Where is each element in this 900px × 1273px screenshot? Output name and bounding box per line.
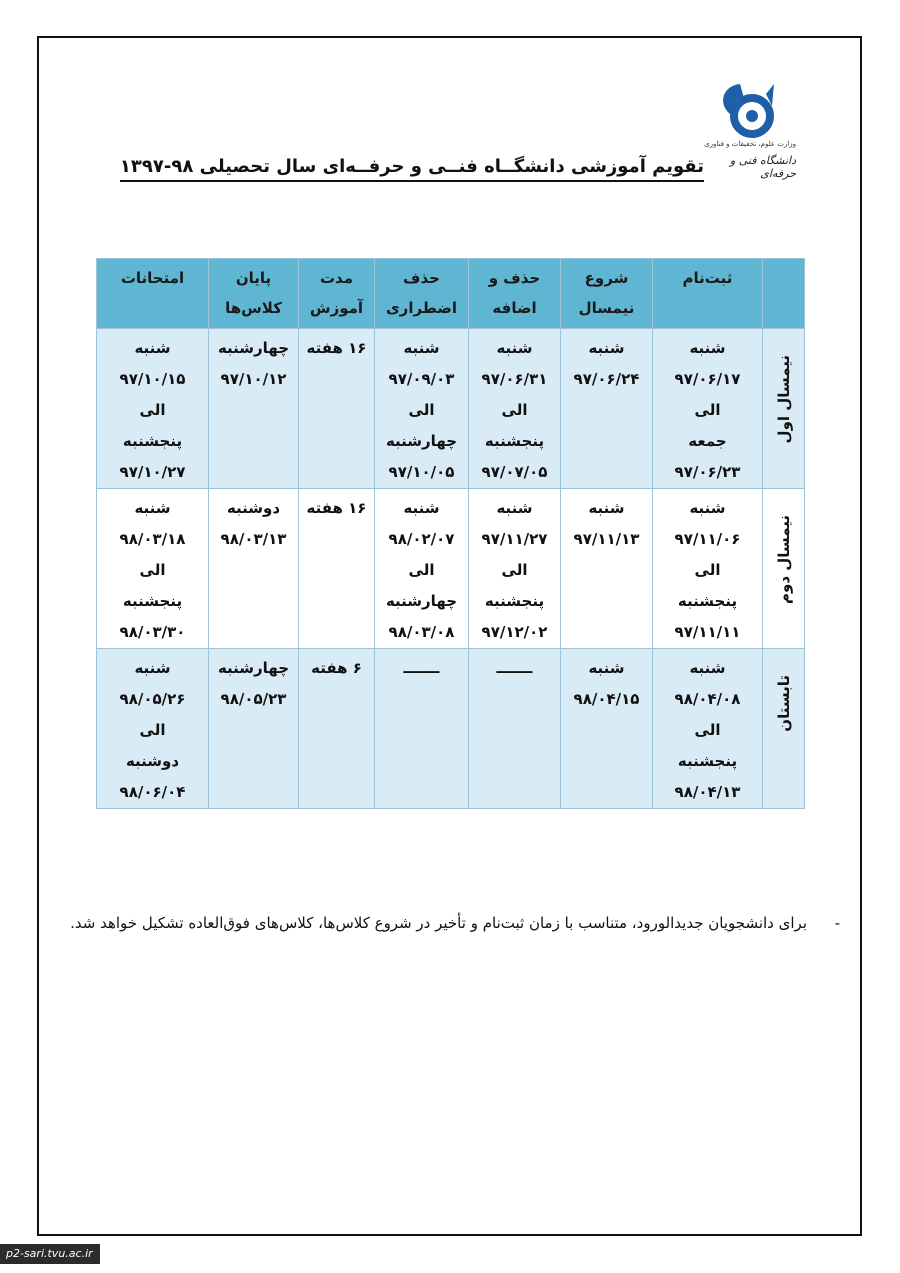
table-cell: شنبه ۹۷/۱۱/۲۷ الی پنجشنبه ۹۷/۱۲/۰۲ [469,489,561,649]
table-cell: شنبه ۹۸/۰۴/۱۵ [561,649,653,809]
table-cell: شنبه ۹۸/۰۴/۰۸ الی پنجشنبه ۹۸/۰۴/۱۳ [653,649,763,809]
table-header-row [97,259,805,329]
footnote-text: برای دانشجویان جدیدالورود، متناسب با زمان ثبت‌نام و تأخیر در شروع کلاس‌ها، کلاس‌های فوق‌العاده تشکیل خواهد شد. [70,914,807,932]
table-cell: شنبه ۹۷/۱۱/۱۳ [561,489,653,649]
table-cell: ـــــــ [375,649,469,809]
header-add-drop: حذف و اضافه [469,259,561,329]
table-row [97,649,805,809]
row-label: تابستان [763,649,805,809]
header-duration: مدت آموزش [299,259,375,329]
table-cell: شنبه ۹۸/۰۳/۱۸ الی پنجشنبه ۹۸/۰۳/۳۰ [97,489,209,649]
table-cell: شنبه ۹۸/۰۲/۰۷ الی چهارشنبه ۹۸/۰۳/۰۸ [375,489,469,649]
logo-university-text: دانشگاه فنی و حرفه‌ای [729,154,796,180]
table-cell: شنبه ۹۸/۰۵/۲۶ الی دوشنبه ۹۸/۰۶/۰۴ [97,649,209,809]
header-registration: ثبت‌نام [653,259,763,329]
row-label: نیمسال دوم [763,489,805,649]
table-cell: شنبه ۹۷/۰۶/۲۴ [561,329,653,489]
table-cell: شنبه ۹۷/۱۰/۱۵ الی پنجشنبه ۹۷/۱۰/۲۷ [97,329,209,489]
academic-calendar-table [96,258,805,809]
table-row [97,489,805,649]
table-cell: چهارشنبه ۹۸/۰۵/۲۳ [209,649,299,809]
table-cell: ـــــــ [469,649,561,809]
table-row [97,329,805,489]
header-semester-start: شروع نیمسال [561,259,653,329]
table-cell: شنبه ۹۷/۱۱/۰۶ الی پنجشنبه ۹۷/۱۱/۱۱ [653,489,763,649]
row-label: نیمسال اول [763,329,805,489]
table-cell: ۱۶ هفته [299,329,375,489]
header-corner [763,259,805,329]
table-cell: شنبه ۹۷/۰۹/۰۳ الی چهارشنبه ۹۷/۱۰/۰۵ [375,329,469,489]
logo-ministry-text: وزارت علوم، تحقیقات و فناوری [704,140,796,148]
table-cell: شنبه ۹۷/۰۶/۳۱ الی پنجشنبه ۹۷/۰۷/۰۵ [469,329,561,489]
page-title: تقویم آموزشی دانشگــاه فنــی و حرفــه‌ای سال تحصیلی ۹۸-۱۳۹۷ [150,156,704,177]
table-cell: دوشنبه ۹۸/۰۳/۱۳ [209,489,299,649]
table-cell: چهارشنبه ۹۷/۱۰/۱۲ [209,329,299,489]
source-url-tag: p2-sari.tvu.ac.ir [0,1244,100,1264]
table-cell: ۶ هفته [299,649,375,809]
header-exams: امتحانات [97,259,209,329]
table-cell: ۱۶ هفته [299,489,375,649]
footnote-bullet: - [834,914,840,932]
footnote [60,908,840,938]
header-classes-end: پایان کلاس‌ها [209,259,299,329]
header-emergency-drop: حذف اضطراری [375,259,469,329]
table-cell: شنبه ۹۷/۰۶/۱۷ الی جمعه ۹۷/۰۶/۲۳ [653,329,763,489]
